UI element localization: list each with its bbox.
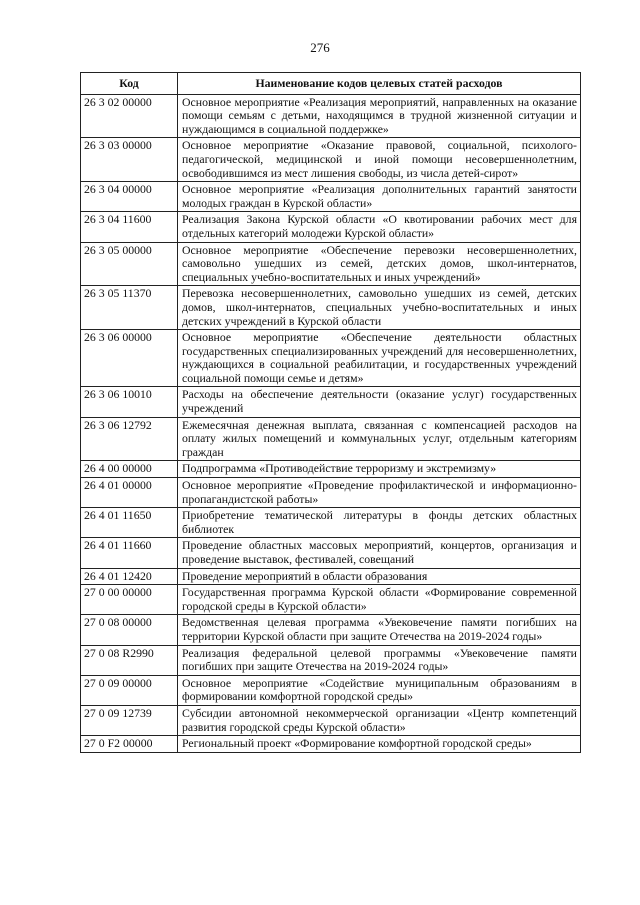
row-code: 26 3 04 00000 — [81, 182, 178, 212]
table-row — [81, 705, 581, 735]
row-name: Субсидии автономной некоммерческой организации «Центр компетенций развития городской среды Курской области» — [178, 705, 581, 735]
table-row — [81, 212, 581, 242]
table-body — [81, 94, 581, 752]
row-code: 27 0 09 12739 — [81, 705, 178, 735]
row-code: 26 3 05 00000 — [81, 242, 178, 286]
row-name: Основное мероприятие «Проведение профилактической и информационно-пропагандистской работы» — [178, 478, 581, 508]
row-code: 27 0 08 R2990 — [81, 645, 178, 675]
row-code: 26 3 03 00000 — [81, 138, 178, 182]
row-name: Реализация Закона Курской области «О квотировании рабочих мест для отдельных категорий молодежи Курской области» — [178, 212, 581, 242]
row-name: Реализация федеральной целевой программы «Увековечение памяти погибших при защите Отечества на 2019-2024 годы» — [178, 645, 581, 675]
row-name: Государственная программа Курской области «Формирование современной городской среды в Курской области» — [178, 585, 581, 615]
row-code: 27 0 09 00000 — [81, 675, 178, 705]
row-name: Основное мероприятие «Реализация дополнительных гарантий занятости молодых граждан в Курской области» — [178, 182, 581, 212]
table-header-row — [81, 73, 581, 95]
table-row — [81, 182, 581, 212]
row-name: Региональный проект «Формирование комфортной городской среды» — [178, 736, 581, 753]
row-name: Перевозка несовершеннолетних, самовольно ушедших из семей, детских домов, школ-интернатов, специальных учебно-воспитательных и иных детских учреждений в Курской области — [178, 286, 581, 330]
table-row — [81, 675, 581, 705]
row-code: 26 3 06 10010 — [81, 387, 178, 417]
row-name: Проведение мероприятий в области образования — [178, 568, 581, 585]
row-name: Расходы на обеспечение деятельности (оказание услуг) государственных учреждений — [178, 387, 581, 417]
table-row — [81, 585, 581, 615]
budget-codes-table-container — [80, 72, 580, 753]
table-row — [81, 461, 581, 478]
row-code: 27 0 F2 00000 — [81, 736, 178, 753]
table-row — [81, 538, 581, 568]
table-row — [81, 645, 581, 675]
row-code: 26 4 01 00000 — [81, 478, 178, 508]
row-name: Основное мероприятие «Содействие муниципальным образованиям в формировании комфортной городской среды» — [178, 675, 581, 705]
row-code: 26 4 00 00000 — [81, 461, 178, 478]
table-row — [81, 615, 581, 645]
row-name: Основное мероприятие «Оказание правовой, социальной, психолого-педагогической, медицинской и иной помощи несовершеннолетним, освободившимся из мест лишения свободы, из числа детей-сирот» — [178, 138, 581, 182]
row-code: 26 4 01 12420 — [81, 568, 178, 585]
table-row — [81, 508, 581, 538]
row-name: Ведомственная целевая программа «Увековечение памяти погибших на территории Курской области при защите Отечества на 2019-2024 годы» — [178, 615, 581, 645]
row-code: 26 3 02 00000 — [81, 94, 178, 138]
row-code: 26 4 01 11660 — [81, 538, 178, 568]
row-name: Подпрограмма «Противодействие терроризму и экстремизму» — [178, 461, 581, 478]
row-name: Проведение областных массовых мероприятий, концертов, организация и проведение выставок, фестивалей, совещаний — [178, 538, 581, 568]
row-code: 27 0 08 00000 — [81, 615, 178, 645]
row-code: 26 3 05 11370 — [81, 286, 178, 330]
table-row — [81, 286, 581, 330]
row-code: 26 3 06 00000 — [81, 330, 178, 387]
row-code: 26 4 01 11650 — [81, 508, 178, 538]
row-name: Основное мероприятие «Реализация мероприятий, направленных на оказание помощи семьям с детьми, находящимся в трудной жизненной ситуации и нуждающимся в социальной поддержке» — [178, 94, 581, 138]
table-row — [81, 242, 581, 286]
table-row — [81, 330, 581, 387]
table-row — [81, 94, 581, 138]
row-name: Ежемесячная денежная выплата, связанная с компенсацией расходов на оплату жилых помещений и коммунальных услуг, отдельным категориям граждан — [178, 417, 581, 461]
header-name: Наименование кодов целевых статей расходов — [178, 73, 581, 95]
table-row — [81, 736, 581, 753]
table-row — [81, 478, 581, 508]
row-code: 26 3 04 11600 — [81, 212, 178, 242]
row-code: 27 0 00 00000 — [81, 585, 178, 615]
table-row — [81, 568, 581, 585]
row-name: Основное мероприятие «Обеспечение деятельности областных государственных специализированных учреждений для несовершеннолетних, нуждающихся в социальной реабилитации, и государственных учреждений социальной помощи семье и детям» — [178, 330, 581, 387]
table-row — [81, 138, 581, 182]
table-row — [81, 387, 581, 417]
page-number: 276 — [310, 40, 330, 55]
row-name: Приобретение тематической литературы в фонды детских областных библиотек — [178, 508, 581, 538]
row-code: 26 3 06 12792 — [81, 417, 178, 461]
row-name: Основное мероприятие «Обеспечение перевозки несовершеннолетних, самовольно ушедших из семей, детских домов, школ-интернатов, специальных учебно-воспитательных и иных учреждений» — [178, 242, 581, 286]
header-code: Код — [81, 73, 178, 95]
table-row — [81, 417, 581, 461]
budget-codes-table — [80, 72, 581, 753]
